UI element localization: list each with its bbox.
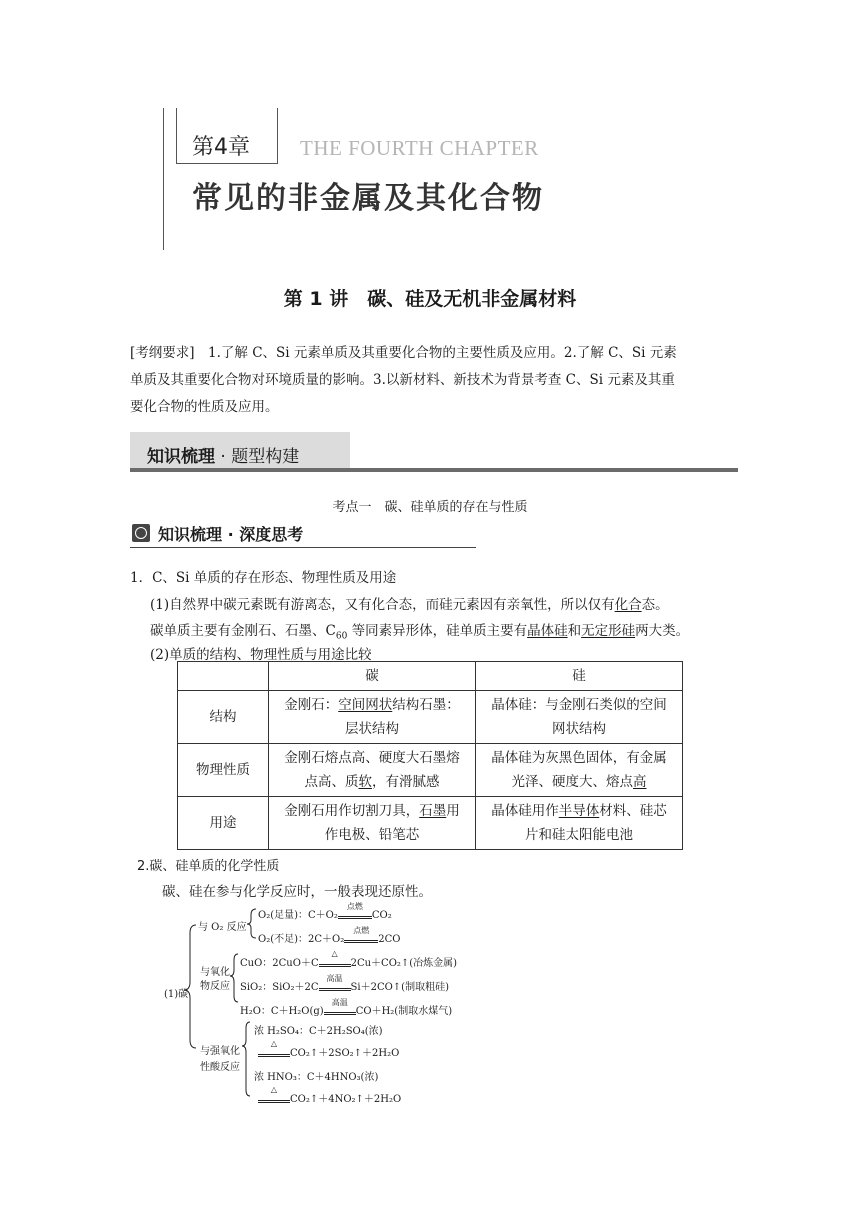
banner-rest-label: 题型构建 [231, 447, 300, 467]
chapter-title: 常见的非金属及其化合物 [192, 181, 544, 216]
reaction-equation [258, 926, 401, 945]
reaction-group-label [200, 1044, 240, 1076]
chapter-box-left [176, 108, 177, 164]
answer-underline: 半导体 [558, 803, 600, 819]
text-span: 晶体硅为灰黑色固体，有金属 [491, 750, 667, 766]
text-span: 金刚石用作切割刀具， [284, 803, 420, 819]
reaction-condition: 点燃 [346, 902, 363, 911]
chapter-english-title: THE FOURTH CHAPTER [300, 136, 539, 160]
table-cell [269, 797, 476, 850]
reaction-condition: 高温 [326, 974, 343, 983]
text-span: 与强氧化 [200, 1046, 240, 1057]
reaction-condition-arrow [319, 974, 351, 993]
reaction-condition: △ [331, 949, 338, 958]
requirements-line: 要化合物的性质及应用。 [130, 399, 279, 415]
text-span: CuO：2CuO＋C [240, 958, 319, 969]
text-span: 材料、硅芯 [599, 803, 667, 819]
section-banner-title [147, 442, 299, 467]
reaction-equation [258, 902, 392, 921]
text-span: 网状结构 [552, 721, 606, 737]
table-header-silicon: 硅 [476, 662, 683, 691]
answer-underline: 高 [633, 774, 647, 790]
text-span: 和 [567, 623, 582, 639]
table-row-label: 物理性质 [178, 744, 269, 797]
answer-underline: 无定形硅 [581, 623, 636, 639]
section1-paragraph-2 [150, 619, 689, 642]
reaction-equation [258, 1039, 400, 1059]
text-span: 光泽、硬度大、熔点 [511, 774, 633, 790]
text-span: O₂(足量)：C＋O₂ [258, 910, 338, 921]
sub-heading-rule [130, 547, 476, 548]
text-span: (1)自然界中碳元素既有游离态，又有化合态，而硅元素因有亲氧性，所以仅有 [150, 597, 615, 613]
table-row [178, 691, 683, 744]
reaction-equation: 浓 H₂SO₄：C＋2H₂SO₄(浓) [254, 1026, 383, 1037]
reaction-equation [258, 1085, 402, 1105]
answer-underline: 晶体硅 [527, 623, 568, 639]
chapter-number: 第4章 [192, 135, 250, 160]
text-span: SiO₂：SiO₂＋2C [240, 982, 319, 993]
text-span: H₂O：C＋H₂O(g) [240, 1006, 324, 1017]
text-span: CO₂ [371, 910, 392, 921]
chapter-box-right [277, 108, 278, 164]
section1-paragraph-1 [150, 593, 669, 613]
answer-underline: 石墨 [419, 803, 447, 819]
section2-intro: 碳、硅在参与化学反应时，一般表现还原性。 [162, 884, 432, 900]
reaction-diagram [150, 900, 470, 1105]
text-span: 等同素异形体，硅单质主要有 [347, 623, 528, 639]
lecture-title: 第 1 讲 碳、硅及无机非金属材料 [283, 288, 577, 310]
reaction-group-label: 与 O₂ 反应 [198, 922, 247, 933]
section1-paragraph-3: (2)单质的结构、物理性质与用途比较 [150, 647, 372, 663]
table-cell [476, 744, 683, 797]
table-corner-cell [178, 662, 269, 691]
text-span: CO₂↑＋2SO₂↑＋2H₂O [290, 1048, 400, 1059]
table-row [178, 744, 683, 797]
requirements-line: [考纲要求] 1.了解 C、Si 元素单质及其重要化合物的主要性质及应用。2.了解 C、Si 元素 [130, 345, 677, 361]
text-span: 2Cu＋CO₂↑(冶炼金属) [350, 958, 458, 969]
reaction-condition-arrow [338, 902, 372, 921]
comparison-table [177, 661, 683, 850]
subscript: 60 [335, 631, 348, 642]
table-cell [269, 744, 476, 797]
text-span: 用 [446, 803, 460, 819]
reaction-equation [240, 949, 458, 969]
reaction-condition-arrow [319, 949, 351, 969]
table-header-carbon: 碳 [269, 662, 476, 691]
reaction-root-label: (1)碳 [164, 989, 189, 1000]
text-span: 两大类。 [635, 623, 690, 639]
reaction-equation [240, 998, 453, 1017]
reaction-condition-arrow [324, 998, 356, 1017]
text-span: 作电极、铅笔芯 [324, 827, 420, 843]
reaction-condition: 高温 [331, 998, 348, 1007]
text-span: 点高、质 [304, 774, 359, 790]
reaction-condition: △ [270, 1039, 278, 1048]
answer-underline: 化合 [614, 597, 642, 613]
section2-title: 2.碳、硅单质的化学性质 [137, 859, 280, 874]
reaction-condition-arrow [344, 926, 378, 945]
table-row-label: 结构 [178, 691, 269, 744]
text-span: Si＋2CO↑(制取粗硅) [350, 982, 449, 993]
section1-title: 1．C、Si 单质的存在形态、物理性质及用途 [130, 570, 397, 586]
text-span: 2CO [378, 934, 401, 945]
table-row-label: 用途 [178, 797, 269, 850]
reaction-equation: 浓 HNO₃：C＋4HNO₃(浓) [254, 1072, 379, 1083]
text-span: 结构石墨： [392, 697, 460, 713]
text-span: 态。 [641, 597, 669, 613]
text-span: O₂(不足)：2C＋O₂ [258, 934, 345, 945]
chapter-box-bottom [176, 163, 278, 164]
text-span: 晶体硅：与金刚石类似的空间 [491, 697, 667, 713]
reaction-condition-arrow [258, 1039, 290, 1059]
text-span: ，有滑腻感 [372, 774, 440, 790]
reaction-condition: 点燃 [353, 926, 370, 935]
text-span: 性酸反应 [200, 1062, 240, 1073]
text-span: CO＋H₂(制取水煤气) [355, 1006, 453, 1017]
text-span: 片和硅太阳能电池 [525, 827, 633, 843]
text-span: 与氧化 [200, 967, 230, 978]
reaction-group-label [200, 966, 230, 994]
reaction-condition-arrow [258, 1085, 290, 1105]
text-span: 金刚石熔点高、硬度大石墨熔 [284, 750, 460, 766]
banner-bold-label: 知识梳理 [147, 447, 215, 467]
table-row [178, 797, 683, 850]
topic-heading: 考点一 碳、硅单质的存在与性质 [332, 500, 528, 515]
banner-separator: · [215, 447, 232, 467]
text-span: 层状结构 [345, 721, 399, 737]
chapter-vertical-rule [163, 108, 164, 250]
table-cell [476, 797, 683, 850]
answer-underline: 空间网状 [338, 697, 393, 713]
text-span: 金刚石： [284, 697, 339, 713]
section-banner-rule [130, 468, 738, 472]
requirements [130, 340, 740, 421]
text-span: 物反应 [200, 981, 230, 992]
table-cell [476, 691, 683, 744]
reaction-equation [240, 974, 449, 993]
text-span: CO₂↑＋4NO₂↑＋2H₂O [290, 1094, 402, 1105]
clock-icon [132, 524, 150, 542]
table-header-row [178, 662, 683, 691]
text-span: 碳单质主要有金刚石、石墨、C [150, 623, 336, 639]
reaction-condition: △ [270, 1085, 278, 1094]
answer-underline: 软 [358, 774, 372, 790]
sub-heading: 知识梳理 · 深度思考 [158, 525, 304, 544]
text-span: 晶体硅用作 [491, 803, 559, 819]
table-cell [269, 691, 476, 744]
requirements-line: 单质及其重要化合物对环境质量的影响。3.以新材料、新技术为背景考查 C、Si 元素及其重 [130, 372, 675, 388]
